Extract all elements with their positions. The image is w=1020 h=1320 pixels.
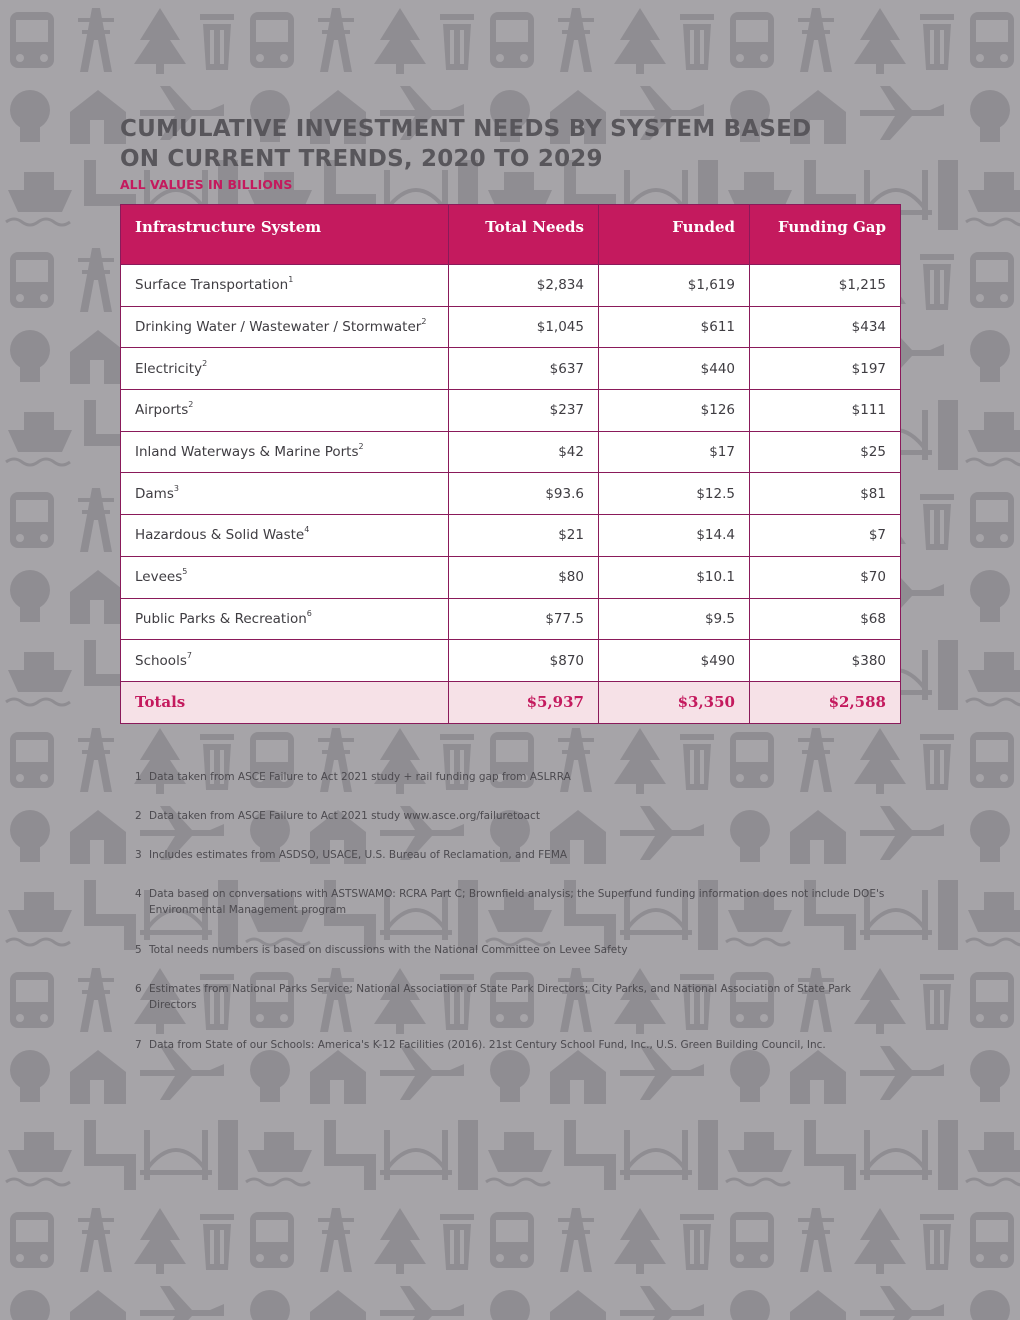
page-subtitle: ALL VALUES IN BILLIONS (120, 177, 293, 192)
funding-gap-cell: $1,215 (750, 265, 901, 307)
total-needs-cell: $80 (449, 556, 599, 598)
funded-cell: $440 (599, 348, 750, 390)
table-header-row (121, 205, 901, 265)
footnote-marker: 2 (358, 442, 364, 452)
footnote-text: Data based on conversations with ASTSWAMO: RCRA Part C; Brownfield analysis; the Superfund funding information does not include DOE's Environmental Management program (149, 888, 885, 916)
table-row (121, 390, 901, 432)
footnote-item (135, 769, 895, 785)
system-cell (121, 598, 449, 640)
footnote-number: 1 (135, 771, 142, 783)
table-row (121, 598, 901, 640)
footnote-number: 3 (135, 849, 142, 861)
funding-gap-cell: $70 (750, 556, 901, 598)
total-needs-cell: $237 (449, 390, 599, 432)
table-row (121, 515, 901, 557)
table-row (121, 348, 901, 390)
footnote-marker: 5 (182, 567, 188, 577)
total-needs-cell: $93.6 (449, 473, 599, 515)
funding-gap-cell: $111 (750, 390, 901, 432)
funded-cell: $10.1 (599, 556, 750, 598)
funding-gap-cell: $434 (750, 306, 901, 348)
funded-cell: $14.4 (599, 515, 750, 557)
footnote-item (135, 981, 895, 1013)
system-cell (121, 473, 449, 515)
funded-cell: $12.5 (599, 473, 750, 515)
footnote-item (135, 808, 895, 824)
table-row (121, 306, 901, 348)
column-header-total-needs: Total Needs (449, 205, 599, 265)
footnote-text: Includes estimates from ASDSO, USACE, U.S. Bureau of Reclamation, and FEMA (149, 849, 568, 861)
footnote-item (135, 847, 895, 863)
footnote-item (135, 1037, 895, 1053)
footnote-text: Data taken from ASCE Failure to Act 2021 study + rail funding gap from ASLRRA (149, 771, 571, 783)
system-name: Dams (135, 485, 174, 502)
column-header-funded: Funded (599, 205, 750, 265)
footnote-number: 7 (135, 1039, 142, 1051)
system-cell (121, 390, 449, 432)
footnote-number: 2 (135, 810, 142, 822)
footnote-text: Total needs numbers is based on discussions with the National Committee on Levee Safety (149, 944, 628, 956)
funded-cell: $1,619 (599, 265, 750, 307)
table-row (121, 431, 901, 473)
table-row (121, 473, 901, 515)
total-needs-cell: $77.5 (449, 598, 599, 640)
footnote-marker: 7 (186, 650, 192, 660)
system-name: Public Parks & Recreation (135, 610, 307, 627)
totals-funded: $3,350 (599, 681, 750, 723)
system-name: Levees (135, 569, 183, 586)
funded-cell: $126 (599, 390, 750, 432)
total-needs-cell: $637 (449, 348, 599, 390)
system-cell (121, 348, 449, 390)
totals-label: Totals (121, 681, 449, 723)
footnote-marker: 3 (173, 483, 179, 493)
funding-gap-cell: $197 (750, 348, 901, 390)
system-name: Inland Waterways & Marine Ports (135, 444, 359, 461)
total-needs-cell: $21 (449, 515, 599, 557)
footnote-text: Data taken from ASCE Failure to Act 2021 study www.asce.org/failuretoact (149, 810, 540, 822)
system-cell (121, 640, 449, 682)
system-cell (121, 431, 449, 473)
funded-cell: $611 (599, 306, 750, 348)
funding-gap-cell: $68 (750, 598, 901, 640)
footnote-marker: 2 (202, 358, 208, 368)
system-cell (121, 306, 449, 348)
system-name: Electricity (135, 360, 203, 377)
footnote-number: 6 (135, 983, 142, 995)
system-name: Airports (135, 402, 189, 419)
total-needs-cell: $42 (449, 431, 599, 473)
footnote-number: 5 (135, 944, 142, 956)
footnote-text: Data from State of our Schools: America's K-12 Facilities (2016). 21st Century School Fund, Inc., U.S. Green Building Council, Inc. (149, 1039, 826, 1051)
funded-cell: $17 (599, 431, 750, 473)
investment-needs-table (120, 204, 901, 724)
totals-row (121, 681, 901, 723)
footnote-marker: 6 (306, 608, 312, 618)
totals-total-needs: $5,937 (449, 681, 599, 723)
system-cell (121, 515, 449, 557)
footnote-text: Estimates from National Parks Service; National Association of State Park Directors; City Parks, and National Association of State Park Directors (149, 983, 851, 1011)
total-needs-cell: $2,834 (449, 265, 599, 307)
system-name: Schools (135, 652, 187, 669)
column-header-system: Infrastructure System (121, 205, 449, 265)
funding-gap-cell: $25 (750, 431, 901, 473)
funding-gap-cell: $7 (750, 515, 901, 557)
system-name: Hazardous & Solid Waste (135, 527, 305, 544)
table-row (121, 640, 901, 682)
footnote-item (135, 886, 895, 918)
system-cell (121, 556, 449, 598)
funding-gap-cell: $380 (750, 640, 901, 682)
totals-funding-gap: $2,588 (750, 681, 901, 723)
footnote-marker: 1 (288, 275, 294, 285)
system-cell (121, 265, 449, 307)
column-header-funding-gap: Funding Gap (750, 205, 901, 265)
system-name: Surface Transportation (135, 277, 289, 294)
footnote-item (135, 942, 895, 958)
page-title: CUMULATIVE INVESTMENT NEEDS BY SYSTEM BASED ON CURRENT TRENDS, 2020 TO 2029 (120, 116, 812, 172)
funded-cell: $490 (599, 640, 750, 682)
total-needs-cell: $870 (449, 640, 599, 682)
footnote-marker: 2 (421, 317, 427, 327)
footnote-marker: 2 (188, 400, 194, 410)
footnote-number: 4 (135, 888, 142, 900)
funded-cell: $9.5 (599, 598, 750, 640)
footnote-marker: 4 (304, 525, 310, 535)
funding-gap-cell: $81 (750, 473, 901, 515)
table-row (121, 265, 901, 307)
total-needs-cell: $1,045 (449, 306, 599, 348)
table-row (121, 556, 901, 598)
system-name: Drinking Water / Wastewater / Stormwater (135, 319, 422, 336)
